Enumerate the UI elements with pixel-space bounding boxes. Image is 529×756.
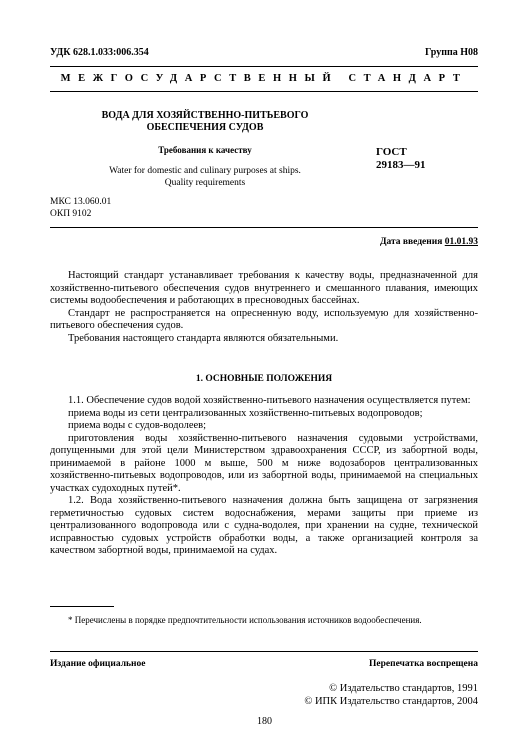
gost-label: ГОСТ	[376, 146, 407, 158]
document-subtitle: Требования к качеству	[158, 145, 252, 155]
english-title-line-2: Quality requirements	[164, 178, 246, 188]
english-title	[70, 165, 340, 189]
copyright-line-2: © ИПК Издательство стандартов, 2004	[304, 695, 478, 707]
intro-text	[50, 270, 478, 345]
gost-number: 29183—91	[376, 158, 426, 171]
mks-code: МКС 13.060.01	[50, 197, 112, 207]
date-rule	[50, 227, 478, 228]
footnote-text: * Перечислены в порядке предпочтительности использования источников водообеспечения.	[68, 615, 422, 625]
udk-code: УДК 628.1.033:006.354	[50, 47, 149, 58]
reprint-notice: Перепечатка воспрещена	[368, 659, 478, 669]
section-paragraph: приема воды с судов-водолеев;	[68, 420, 207, 431]
intro-paragraph: Стандарт не распространяется на опресненную воду, используемую для хозяйственно-питьевого обеспечения судов.	[50, 307, 478, 331]
banner-rule	[50, 91, 478, 92]
english-title-line-1: Water for domestic and culinary purposes at ships.	[109, 166, 301, 176]
top-rule	[50, 66, 478, 67]
gost-designation	[376, 146, 456, 171]
footer-rule	[50, 651, 478, 652]
group-code: Группа Н08	[425, 47, 478, 58]
title-line-1: ВОДА ДЛЯ ХОЗЯЙСТВЕННО-ПИТЬЕВОГО	[101, 110, 309, 121]
section-paragraph: 1.1. Обеспечение судов водой хозяйственно-питьевого назначения осуществляется путем:	[68, 395, 471, 406]
copyright-block	[304, 683, 478, 708]
footnote-rule	[50, 606, 114, 607]
footnote	[50, 615, 478, 626]
intro-date-label: Дата введения	[379, 237, 445, 247]
section-paragraph: приема воды из сети централизованных хозяйственно-питьевых водопроводов;	[68, 407, 423, 419]
section-heading: 1. ОСНОВНЫЕ ПОЛОЖЕНИЯ	[195, 374, 333, 384]
intro-paragraph: Настоящий стандарт устанавливает требования к качеству воды, предназначенной для хозяйственно-питьевого обеспечения судов внутреннего и смешанного плавания, имеющих системы водообеспечения и работающих в пресноводных бассейнах.	[50, 270, 478, 306]
section-text	[50, 395, 478, 558]
copyright-line-1: © Издательство стандартов, 1991	[329, 683, 478, 694]
section-paragraph: 1.2. Вода хозяйственно-питьевого назначения должна быть защищена от загрязнения герметичностью судовых систем водоснабжения, мерами защиты при приеме из централизованного водопровода или с судна-водолея, при хранении на судне, технической исправностью судовых устройств обработки воды, а также организацией контроля за качеством забортной воды, принимаемой на судах.	[50, 495, 478, 556]
introduction-date	[380, 237, 478, 247]
section-paragraph: приготовления воды хозяйственно-питьевого назначения судовыми устройствами, допущенными для этой цели Министерством здравоохранения СССР, из забортной воды, принимаемой в районе 1000 м выше, 500 м ниже водозаборов централизованных хозяйственно-питьевых водопроводов, или из забортной воды, принимаемой на специальных участках судоходных путей*.	[50, 432, 478, 494]
standard-banner: МЕЖГОСУДАРСТВЕННЫЙ СТАНДАРТ	[60, 73, 468, 84]
intro-date-value: 01.01.93	[444, 237, 478, 247]
page-number: 180	[257, 716, 272, 727]
classification-codes	[50, 196, 111, 220]
title-line-2: ОБЕСПЕЧЕНИЯ СУДОВ	[146, 121, 264, 133]
okp-code: ОКП 9102	[50, 209, 92, 219]
document-title	[70, 110, 340, 133]
intro-paragraph: Требования настоящего стандарта являются обязательными.	[68, 332, 339, 344]
official-edition: Издание официальное	[50, 659, 146, 669]
